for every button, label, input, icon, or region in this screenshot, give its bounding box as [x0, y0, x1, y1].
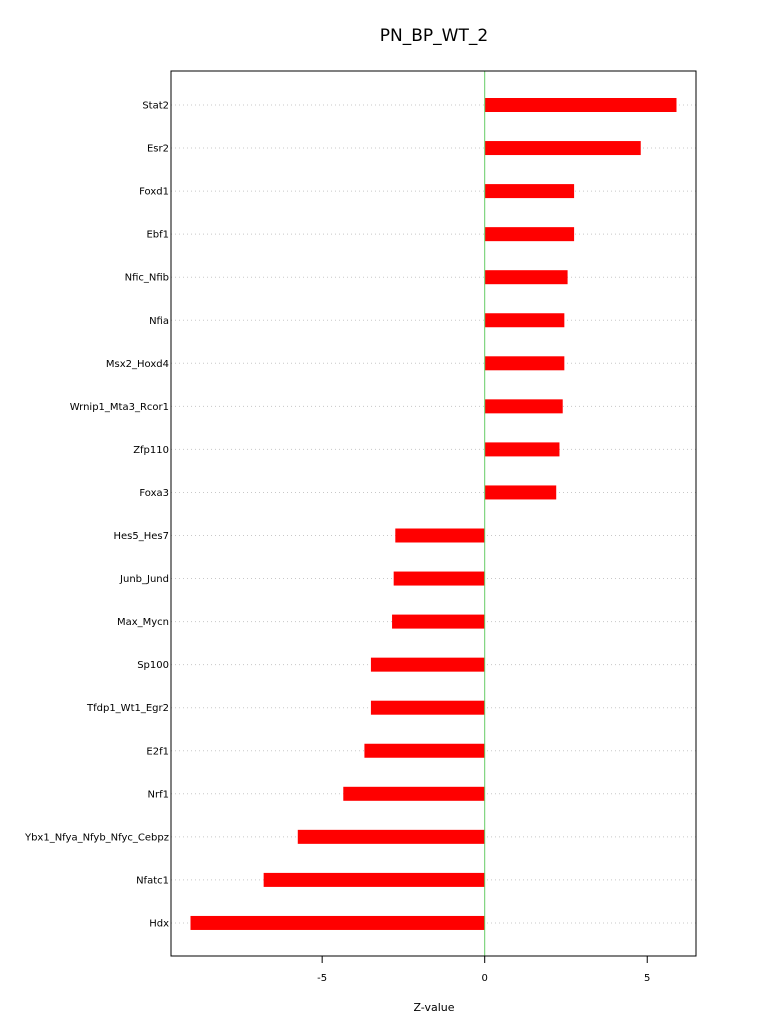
- category-label: E2f1: [146, 746, 169, 758]
- category-label: Sp100: [137, 660, 169, 672]
- bar-ybx1-nfya-nfyb-nfyc-cebpz: [298, 830, 485, 844]
- x-axis-label: Z-value: [413, 1001, 455, 1014]
- bar-hes5-hes7: [395, 529, 484, 543]
- x-tick-label: -5: [317, 973, 328, 984]
- bar-nfic-nfib: [485, 270, 568, 284]
- bar-hdx: [191, 916, 485, 930]
- x-tick-label: 0: [481, 973, 488, 984]
- bar-junb-jund: [394, 572, 485, 586]
- category-label: Nrf1: [147, 789, 169, 801]
- bar-foxd1: [485, 184, 574, 198]
- bar-stat2: [485, 98, 677, 112]
- bar-foxa3: [485, 485, 557, 499]
- bar-nrf1: [343, 787, 484, 801]
- category-label: Junb_Jund: [120, 574, 169, 586]
- category-label: Hes5_Hes7: [113, 531, 169, 542]
- bar-max-mycn: [392, 615, 485, 629]
- bar-e2f1: [364, 744, 484, 758]
- category-labels: [24, 101, 169, 930]
- category-label: Esr2: [146, 143, 169, 155]
- bar-wrnip1-mta3-rcor1: [485, 399, 563, 413]
- category-label: Foxa3: [139, 487, 169, 499]
- category-label: Ybx1_Nfya_Nfyb_Nfyc_Cebpz: [24, 832, 169, 844]
- category-label: Ebf1: [146, 229, 169, 241]
- category-label: Stat2: [142, 100, 169, 112]
- bars: [191, 98, 677, 930]
- bar-ebf1: [485, 227, 574, 241]
- category-label: Nfic_Nfib: [124, 272, 169, 284]
- plot-frame: [171, 71, 696, 956]
- x-tick-label: 5: [644, 973, 651, 984]
- category-label: Nfia: [149, 315, 169, 327]
- bar-sp100: [371, 658, 485, 672]
- bar-nfatc1: [264, 873, 485, 887]
- chart-title: PN_BP_WT_2: [379, 26, 489, 46]
- bar-zfp110: [485, 442, 560, 456]
- category-label: Wrnip1_Mta3_Rcor1: [69, 401, 169, 413]
- category-label: Nfatc1: [136, 875, 169, 887]
- category-label: Hdx: [149, 918, 169, 930]
- category-label: Tfdp1_Wt1_Egr2: [87, 703, 169, 715]
- bar-nfia: [485, 313, 565, 327]
- category-label: Zfp110: [133, 444, 169, 456]
- category-label: Msx2_Hoxd4: [105, 358, 169, 370]
- category-label: Foxd1: [139, 186, 169, 198]
- bar-tfdp1-wt1-egr2: [371, 701, 485, 715]
- category-label: Max_Mycn: [116, 617, 169, 629]
- bar-esr2: [485, 141, 641, 155]
- x-axis: [317, 956, 650, 984]
- bar-msx2-hoxd4: [485, 356, 565, 370]
